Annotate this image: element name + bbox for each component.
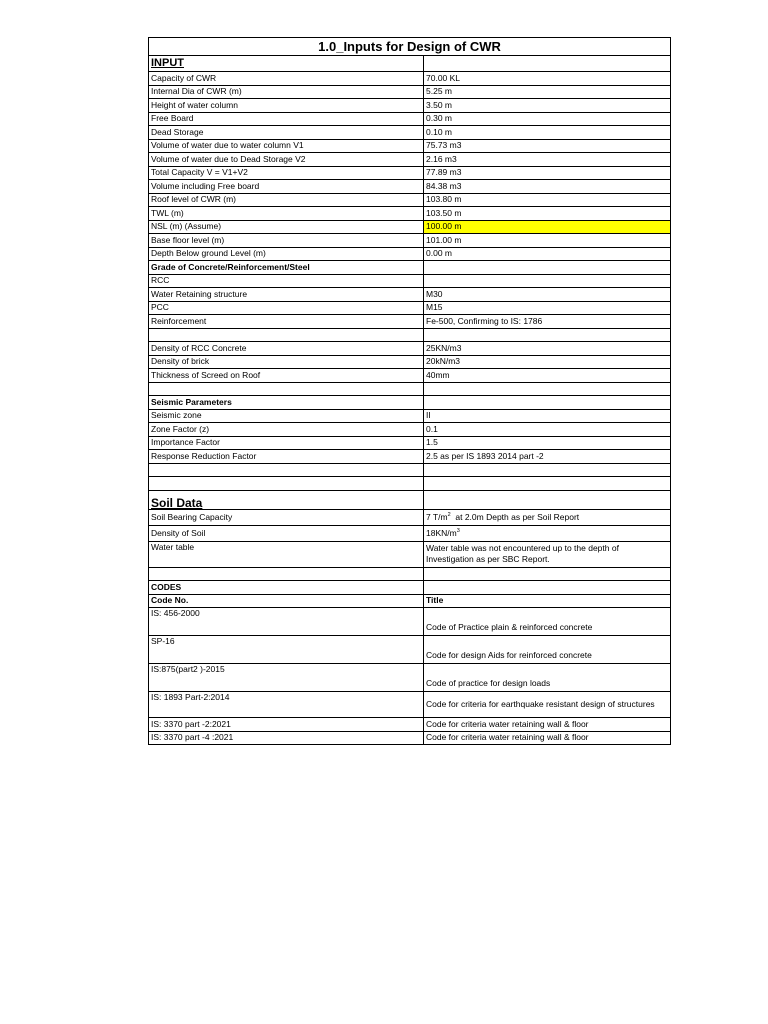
input-section-header: INPUT: [149, 56, 424, 72]
code-number: IS: 3370 part -4 :2021: [149, 731, 424, 745]
param-value: 1.5: [424, 436, 671, 450]
codes-column-header-row: [149, 594, 671, 608]
param-value: M15: [424, 301, 671, 315]
table-row: [149, 525, 671, 541]
table-row: [149, 207, 671, 221]
sbc-note: at 2.0m Depth as per Soil Report: [450, 511, 580, 522]
codes-section-header: CODES: [149, 581, 424, 595]
param-label: Depth Below ground Level (m): [149, 247, 424, 261]
table-row: [149, 112, 671, 126]
param-value: 3.50 m: [424, 99, 671, 113]
table-row: [149, 99, 671, 113]
table-row: [149, 166, 671, 180]
empty-cell: [424, 581, 671, 595]
table-row: [149, 234, 671, 248]
table-row: [149, 718, 671, 732]
param-value: 77.89 m3: [424, 166, 671, 180]
param-label: Volume of water due to water column V1: [149, 139, 424, 153]
soil-density-superscript: 3: [456, 527, 460, 534]
highlighted-value-cell[interactable]: 100.00 m: [424, 220, 671, 234]
param-label: Volume of water due to Dead Storage V2: [149, 153, 424, 167]
empty-cell: [424, 567, 671, 581]
code-title: Code for criteria water retaining wall & floor: [424, 731, 671, 745]
title-column-header: Title: [424, 594, 671, 608]
empty-cell: [149, 567, 424, 581]
grade-header-row: [149, 261, 671, 275]
empty-cell: [424, 328, 671, 342]
param-label: NSL (m) (Assume): [149, 220, 424, 234]
empty-row: [149, 463, 671, 477]
empty-cell: [424, 56, 671, 72]
design-input-table: [148, 37, 671, 745]
code-no-column-header: Code No.: [149, 594, 424, 608]
empty-cell: [424, 382, 671, 396]
param-label: PCC: [149, 301, 424, 315]
table-row: [149, 153, 671, 167]
param-value: 0.10 m: [424, 126, 671, 140]
code-number: IS:875(part2 )-2015: [149, 664, 424, 692]
table-row: [149, 193, 671, 207]
table-row: [149, 342, 671, 356]
empty-row: [149, 477, 671, 491]
table-row: [149, 355, 671, 369]
grade-section-header: Grade of Concrete/Reinforcement/Steel: [149, 261, 424, 275]
table-row: [149, 274, 671, 288]
param-label: Volume including Free board: [149, 180, 424, 194]
param-label: RCC: [149, 274, 424, 288]
input-header-row: [149, 56, 671, 72]
param-value: Water table was not encountered up to the depth of Investigation as per SBC Report.: [424, 541, 671, 567]
param-value: 5.25 m: [424, 85, 671, 99]
table-row: [149, 139, 671, 153]
code-title: Code for design Aids for reinforced concrete: [424, 636, 671, 664]
param-label: TWL (m): [149, 207, 424, 221]
table-row: [149, 664, 671, 692]
param-label: Water Retaining structure: [149, 288, 424, 302]
title-row: [149, 38, 671, 56]
empty-cell: [149, 328, 424, 342]
param-value: 25KN/m3: [424, 342, 671, 356]
param-label: Roof level of CWR (m): [149, 193, 424, 207]
param-label: Reinforcement: [149, 315, 424, 329]
param-value: [424, 525, 671, 541]
param-value: 101.00 m: [424, 234, 671, 248]
table-row: [149, 126, 671, 140]
param-value: 2.16 m3: [424, 153, 671, 167]
code-title: Code for criteria water retaining wall & floor: [424, 718, 671, 732]
param-value: 75.73 m3: [424, 139, 671, 153]
empty-row: [149, 567, 671, 581]
param-value: 84.38 m3: [424, 180, 671, 194]
table-row: [149, 409, 671, 423]
param-label: Importance Factor: [149, 436, 424, 450]
param-label: Total Capacity V = V1+V2: [149, 166, 424, 180]
param-label: Seismic zone: [149, 409, 424, 423]
param-value: II: [424, 409, 671, 423]
table-row: [149, 608, 671, 636]
param-value: 20kN/m3: [424, 355, 671, 369]
param-label: Density of RCC Concrete: [149, 342, 424, 356]
code-number: IS: 456-2000: [149, 608, 424, 636]
soil-density-value: 18KN/m: [426, 527, 457, 538]
empty-cell: [149, 382, 424, 396]
code-number: IS: 1893 Part-2:2014: [149, 692, 424, 718]
table-row: [149, 315, 671, 329]
param-label: Free Board: [149, 112, 424, 126]
param-label: Capacity of CWR: [149, 72, 424, 86]
param-label: Response Reduction Factor: [149, 450, 424, 464]
table-row: [149, 509, 671, 525]
param-label: Density of brick: [149, 355, 424, 369]
param-label: Density of Soil: [149, 525, 424, 541]
param-value: [424, 274, 671, 288]
param-value: M30: [424, 288, 671, 302]
param-label: Base floor level (m): [149, 234, 424, 248]
code-title: Code of Practice plain & reinforced concrete: [424, 608, 671, 636]
param-label: Internal Dia of CWR (m): [149, 85, 424, 99]
code-number: SP-16: [149, 636, 424, 664]
table-row: [149, 423, 671, 437]
soil-header-row: [149, 490, 671, 509]
empty-cell: [424, 490, 671, 509]
param-value: 0.1: [424, 423, 671, 437]
table-row: [149, 85, 671, 99]
sbc-unit-superscript: 2: [447, 511, 451, 518]
param-label: Dead Storage: [149, 126, 424, 140]
param-value: 40mm: [424, 369, 671, 383]
sheet-title: 1.0_Inputs for Design of CWR: [149, 38, 671, 56]
param-value: Fe-500, Confirming to IS: 1786: [424, 315, 671, 329]
param-label: Zone Factor (z): [149, 423, 424, 437]
table-row: [149, 731, 671, 745]
sbc-value: 7 T/m: [426, 511, 448, 522]
table-row: [149, 450, 671, 464]
code-title: Code of practice for design loads: [424, 664, 671, 692]
table-row: [149, 369, 671, 383]
param-value: 103.80 m: [424, 193, 671, 207]
empty-cell: [424, 463, 671, 477]
empty-cell: [424, 477, 671, 491]
table-row: [149, 180, 671, 194]
param-value: 103.50 m: [424, 207, 671, 221]
table-row: [149, 692, 671, 718]
empty-row: [149, 328, 671, 342]
table-row: [149, 636, 671, 664]
param-value: 70.00 KL: [424, 72, 671, 86]
table-row: [149, 541, 671, 567]
param-value: [424, 509, 671, 525]
param-value: 0.00 m: [424, 247, 671, 261]
table-row: [149, 247, 671, 261]
table-row: [149, 220, 671, 234]
empty-cell: [424, 261, 671, 275]
table-row: [149, 288, 671, 302]
param-label: Thickness of Screed on Roof: [149, 369, 424, 383]
seismic-section-header: Seismic Parameters: [149, 396, 424, 410]
table-row: [149, 436, 671, 450]
param-label: Water table: [149, 541, 424, 567]
param-value: 0.30 m: [424, 112, 671, 126]
codes-header-row: [149, 581, 671, 595]
param-label: Height of water column: [149, 99, 424, 113]
param-value: 2.5 as per IS 1893 2014 part -2: [424, 450, 671, 464]
empty-cell: [149, 477, 424, 491]
seismic-header-row: [149, 396, 671, 410]
code-title: Code for criteria for earthquake resistant design of structures: [424, 692, 671, 718]
code-number: IS: 3370 part -2:2021: [149, 718, 424, 732]
param-label: Soil Bearing Capacity: [149, 509, 424, 525]
table-row: [149, 72, 671, 86]
soil-section-header: Soil Data: [149, 490, 424, 509]
empty-cell: [424, 396, 671, 410]
table-row: [149, 301, 671, 315]
empty-cell: [149, 463, 424, 477]
empty-row: [149, 382, 671, 396]
